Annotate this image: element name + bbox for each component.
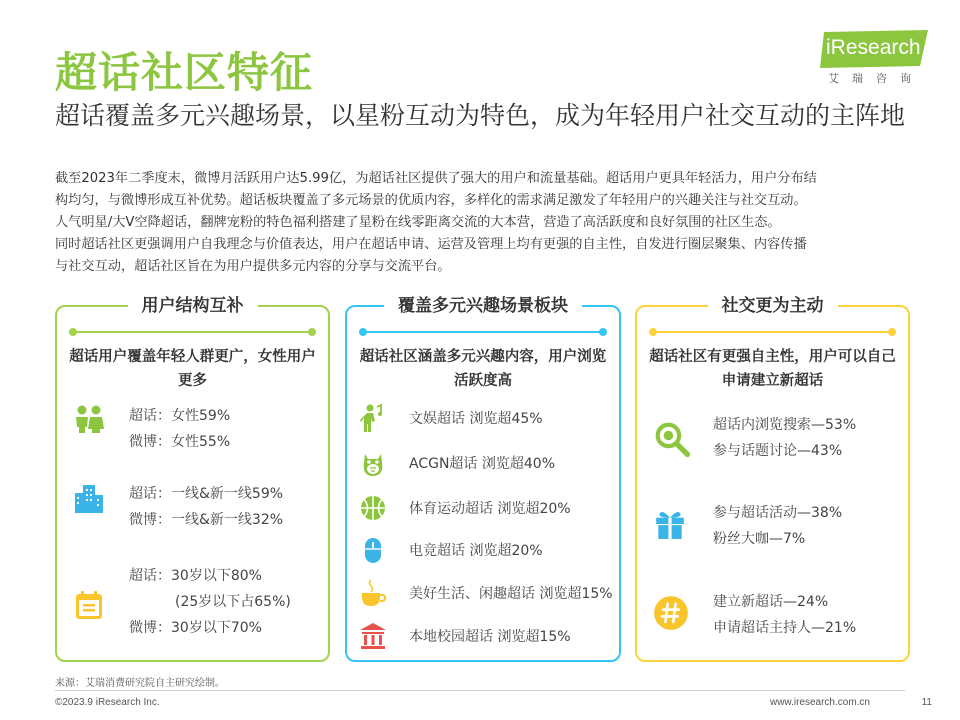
scene-text: ACGN超话 浏览超40% <box>409 456 555 472</box>
behavior-line: 参与话题讨论—43% <box>713 443 843 459</box>
panel-title: 覆盖多元兴趣场景板块 <box>384 291 582 316</box>
scene-row <box>359 401 543 435</box>
panel-user-structure <box>55 296 330 662</box>
stat-line: 超话：女性59% <box>129 408 231 424</box>
gift-box-icon <box>653 506 687 540</box>
panel-title: 用户结构互补 <box>128 291 258 316</box>
behavior-line: 申请超话主持人—21% <box>713 620 857 636</box>
mouse-icon <box>359 535 387 565</box>
city-buildings-icon <box>73 481 105 513</box>
scene-text: 文娱超话 浏览超45% <box>409 411 543 427</box>
intro-paragraph <box>55 168 915 278</box>
intro-line: 构均匀，与微博形成互补优势。超话板块覆盖了多元场景的优质内容，多样化的需求满足激发了年轻用户的兴趣关注与社交互动。 <box>55 193 807 208</box>
behavior-row <box>653 412 900 464</box>
behavior-line: 建立新超话—24% <box>713 594 829 610</box>
scene-text: 美好生活、闲趣超话 浏览超15% <box>409 586 613 602</box>
panel-divider <box>363 331 603 333</box>
stat-row-age <box>73 563 320 641</box>
anime-character-icon <box>359 448 387 478</box>
logo-subtitle: 艾瑞咨询 <box>828 72 924 85</box>
logo-brand: iResearch <box>826 36 921 59</box>
stat-line: 微博：一线&新一线32% <box>129 512 284 528</box>
copyright: ©2023.9 iResearch Inc. <box>55 697 160 708</box>
behavior-line: 超话内浏览搜索—53% <box>713 417 857 433</box>
panel-divider <box>73 331 312 333</box>
page-number: 11 <box>921 697 932 708</box>
stat-line: 超话：30岁以下80% <box>129 568 262 584</box>
hashtag-icon <box>653 595 689 631</box>
scene-text: 本地校园超话 浏览超15% <box>409 629 571 645</box>
behavior-row <box>653 500 900 552</box>
iresearch-logo <box>820 30 930 84</box>
scene-text: 电竞超话 浏览超20% <box>409 543 543 559</box>
scene-text: 体育运动超话 浏览超20% <box>409 501 571 517</box>
stat-line: (25岁以下占65%) <box>175 594 291 610</box>
page-title: 超话社区特征 <box>55 48 314 97</box>
stat-row-gender <box>73 403 320 455</box>
singer-icon <box>359 403 387 433</box>
scene-row <box>359 446 555 480</box>
panel-headline: 超话社区有更强自主性，用户可以自己申请建立新超话 <box>649 349 896 389</box>
search-magnifier-icon <box>653 420 691 458</box>
scene-row <box>359 491 571 525</box>
stat-line: 微博：30岁以下70% <box>129 620 262 636</box>
intro-line: 同时超话社区更强调用户自我理念与价值表达，用户在超话申请、运营及管理上均有更强的自主性，自发进行圈层聚集、内容传播 <box>55 237 807 252</box>
intro-line: 与社交互动，超话社区旨在为用户提供多元内容的分享与交流平台。 <box>55 259 451 274</box>
people-icon <box>73 403 105 435</box>
footer-divider <box>55 690 905 691</box>
calendar-icon <box>73 589 105 621</box>
behavior-line: 粉丝大咖—7% <box>713 531 806 547</box>
behavior-row <box>653 589 900 641</box>
website-url: www.iresearch.com.cn <box>769 697 870 708</box>
intro-line: 人气明星/大V空降超话，翻牌宠粉的特色福利搭建了星粉在线零距离交流的大本营，营造了高活跃度和良好氛围的社区生态。 <box>55 215 781 230</box>
stat-row-city <box>73 481 320 533</box>
stat-line: 微博：女性55% <box>129 434 231 450</box>
scene-row <box>359 533 543 567</box>
intro-line: 截至2023年二季度末，微博月活跃用户达5.99亿，为超话社区提供了强大的用户和流量基础。超话用户更具年轻活力，用户分布结 <box>55 171 817 186</box>
page-subtitle: 超话覆盖多元兴趣场景，以星粉互动为特色，成为年轻用户社交互动的主阵地 <box>55 101 906 130</box>
panel-interest-scenes <box>345 296 621 662</box>
panel-social-initiative <box>635 296 910 662</box>
scene-row <box>359 576 613 610</box>
panel-headline: 超话社区涵盖多元兴趣内容，用户浏览活跃度高 <box>359 349 607 389</box>
source-note: 来源：艾瑞消费研究院自主研究绘制。 <box>55 678 225 689</box>
scene-row <box>359 619 571 653</box>
behavior-line: 参与超话活动—38% <box>713 505 843 521</box>
panel-headline: 超话用户覆盖年轻人群更广，女性用户更多 <box>69 349 316 389</box>
coffee-cup-icon <box>359 578 387 608</box>
campus-building-icon <box>359 621 387 651</box>
stat-line: 超话：一线&新一线59% <box>129 486 284 502</box>
basketball-icon <box>359 493 387 523</box>
panel-title: 社交更为主动 <box>708 291 838 316</box>
panel-divider <box>653 331 892 333</box>
